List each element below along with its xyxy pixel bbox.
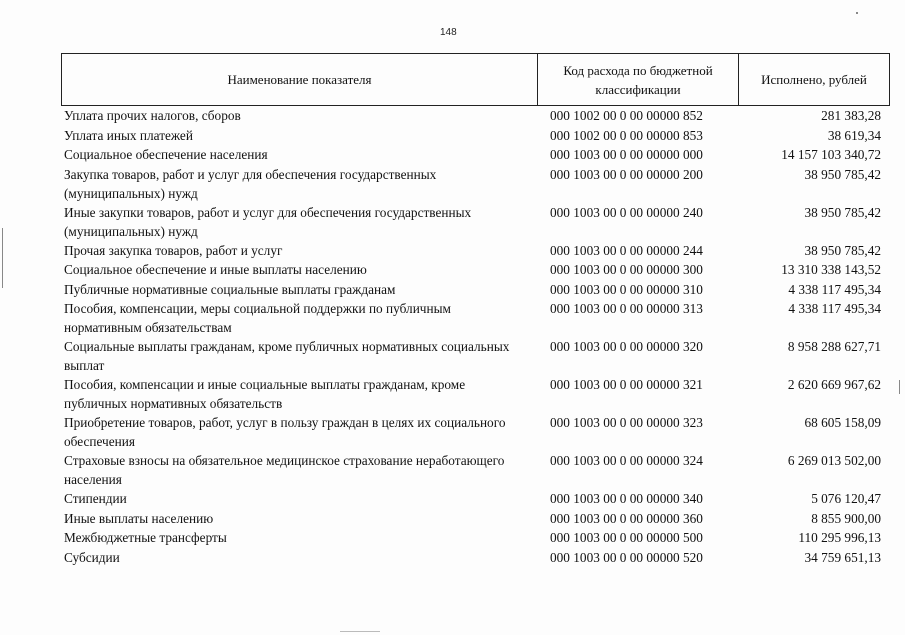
table-row — [61, 489, 890, 509]
row-value: 6 269 013 502,00 — [787, 453, 881, 468]
row-value: 13 310 338 143,52 — [781, 262, 881, 277]
row-name: Публичные нормативные социальные выплаты гражданам — [64, 281, 396, 297]
table-row — [61, 548, 890, 568]
table-row — [61, 165, 890, 203]
row-code: 000 1003 00 0 00 00000 324 — [550, 453, 703, 468]
table-row — [61, 528, 890, 548]
row-code: 000 1003 00 0 00 00000 000 — [550, 147, 703, 162]
row-code: 000 1003 00 0 00 00000 244 — [550, 242, 703, 258]
scan-mark — [2, 228, 3, 288]
scan-mark — [340, 631, 380, 632]
row-value: 110 295 996,13 — [798, 530, 881, 545]
table-row — [61, 509, 890, 529]
row-name: Межбюджетные трансферты — [64, 530, 227, 545]
row-code: 000 1003 00 0 00 00000 520 — [550, 549, 703, 565]
row-value: 38 619,34 — [827, 127, 881, 143]
row-name: Уплата прочих налогов, сборов — [64, 108, 241, 123]
row-code: 000 1003 00 0 00 00000 360 — [550, 510, 703, 526]
row-value: 2 620 669 967,62 — [787, 377, 881, 392]
table-row — [61, 299, 890, 337]
table-row — [61, 126, 890, 146]
row-value: 38 950 785,42 — [804, 242, 881, 258]
table-row — [61, 260, 890, 280]
row-name: Стипендии — [64, 491, 127, 506]
row-name: Пособия, компенсации, меры социальной поддержки по публичным нормативным обязательствам — [64, 301, 451, 335]
row-code: 000 1003 00 0 00 00000 320 — [550, 339, 703, 354]
table-row — [61, 451, 890, 489]
table-header — [61, 53, 890, 106]
scan-mark — [856, 12, 858, 14]
row-value: 34 759 651,13 — [804, 549, 881, 565]
header-code: Код расхода по бюджетной классификации — [538, 54, 739, 105]
header-value: Исполнено, рублей — [761, 72, 867, 87]
table-row — [61, 203, 890, 241]
row-code: 000 1003 00 0 00 00000 500 — [550, 530, 703, 545]
table-row — [61, 337, 890, 375]
row-value: 38 950 785,42 — [804, 166, 881, 182]
row-value: 281 383,28 — [821, 108, 881, 123]
row-code: 000 1002 00 0 00 00000 853 — [550, 127, 703, 143]
row-value: 8 855 900,00 — [811, 510, 881, 526]
row-code: 000 1003 00 0 00 00000 323 — [550, 415, 703, 430]
row-name: Приобретение товаров, работ, услуг в пользу граждан в целях их социального обеспечения — [64, 415, 506, 449]
table-row — [61, 241, 890, 261]
row-code: 000 1003 00 0 00 00000 321 — [550, 377, 703, 392]
row-code: 000 1003 00 0 00 00000 313 — [550, 301, 703, 316]
row-value: 8 958 288 627,71 — [787, 339, 881, 354]
row-code: 000 1003 00 0 00 00000 300 — [550, 262, 703, 277]
row-code: 000 1003 00 0 00 00000 310 — [550, 281, 703, 297]
row-name: Социальное обеспечение населения — [64, 147, 268, 162]
row-name: Уплата иных платежей — [64, 127, 193, 143]
row-value: 68 605 158,09 — [804, 415, 881, 430]
row-name: Субсидии — [64, 549, 120, 565]
row-code: 000 1003 00 0 00 00000 340 — [550, 491, 703, 506]
row-value: 38 950 785,42 — [804, 204, 881, 220]
row-value: 14 157 103 340,72 — [781, 147, 881, 162]
row-name: Страховые взносы на обязательное медицинское страхование неработающего населения — [64, 453, 505, 487]
table-row — [61, 413, 890, 451]
row-name: Социальные выплаты гражданам, кроме публичных нормативных социальных выплат — [64, 339, 510, 373]
page-number: 148 — [440, 27, 457, 38]
table-row — [61, 106, 890, 126]
row-name: Прочая закупка товаров, работ и услуг — [64, 242, 283, 258]
header-name: Наименование показателя — [62, 54, 538, 105]
row-value: 4 338 117 495,34 — [788, 281, 881, 297]
table-row — [61, 375, 890, 413]
table-row — [61, 145, 890, 165]
row-name: Иные выплаты населению — [64, 510, 214, 526]
row-name: Социальное обеспечение и иные выплаты населению — [64, 262, 367, 277]
row-name: Иные закупки товаров, работ и услуг для обеспечения государственных (муниципальных) нужд — [64, 204, 472, 239]
row-code: 000 1002 00 0 00 00000 852 — [550, 108, 703, 123]
row-code: 000 1003 00 0 00 00000 200 — [550, 166, 703, 182]
row-name: Закупка товаров, работ и услуг для обеспечения государственных (муниципальных) нужд — [64, 166, 437, 201]
row-code: 000 1003 00 0 00 00000 240 — [550, 204, 703, 220]
scan-mark — [899, 380, 900, 394]
row-value: 4 338 117 495,34 — [788, 301, 881, 316]
row-value: 5 076 120,47 — [811, 491, 881, 506]
table-body — [61, 106, 890, 567]
table-row — [61, 280, 890, 300]
row-name: Пособия, компенсации и иные социальные выплаты гражданам, кроме публичных нормативных обязательств — [64, 377, 466, 411]
